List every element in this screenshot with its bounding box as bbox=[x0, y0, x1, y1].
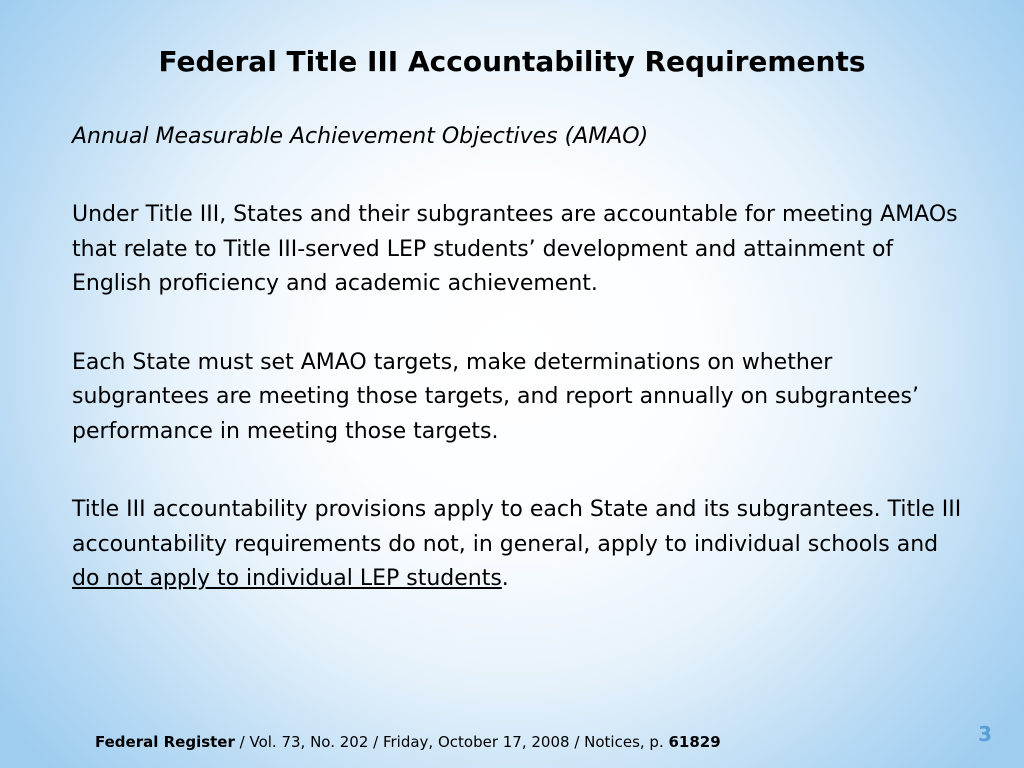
underlined-emphasis: do not apply to individual LEP students bbox=[72, 566, 502, 591]
paragraph-provisions-end: . bbox=[501, 566, 509, 591]
paragraph-provisions-text: Title III accountability provisions apply to each State and its subgrantees. Title III accountability requirements do not, in general, apply to individual schools and bbox=[72, 497, 962, 557]
slide-page-number: 3 bbox=[978, 722, 992, 746]
footer-citation-text: / Vol. 73, No. 202 / Friday, October 17, 2008 / Notices, p. bbox=[234, 733, 669, 751]
paragraph-provisions bbox=[72, 493, 972, 597]
paragraph-state-targets: Each State must set AMAO targets, make determinations on whether subgrantees are meeting those targets, and report annually on subgrantees’ performance in meeting those targets. bbox=[72, 349, 919, 444]
slide-title: Federal Title III Accountability Requirements bbox=[158, 45, 866, 78]
footer-page: 61829 bbox=[668, 733, 721, 751]
footer-source-name: Federal Register bbox=[95, 733, 235, 751]
footer-citation bbox=[95, 732, 721, 752]
slide-body bbox=[72, 120, 972, 641]
paragraph-accountability: Under Title III, States and their subgrantees are accountable for meeting AMAOs that relate to Title III-served LEP students’ development and attainment of English proficiency and academic achievement. bbox=[72, 202, 958, 296]
slide-subtitle: Annual Measurable Achievement Objectives (AMAO) bbox=[72, 124, 649, 149]
